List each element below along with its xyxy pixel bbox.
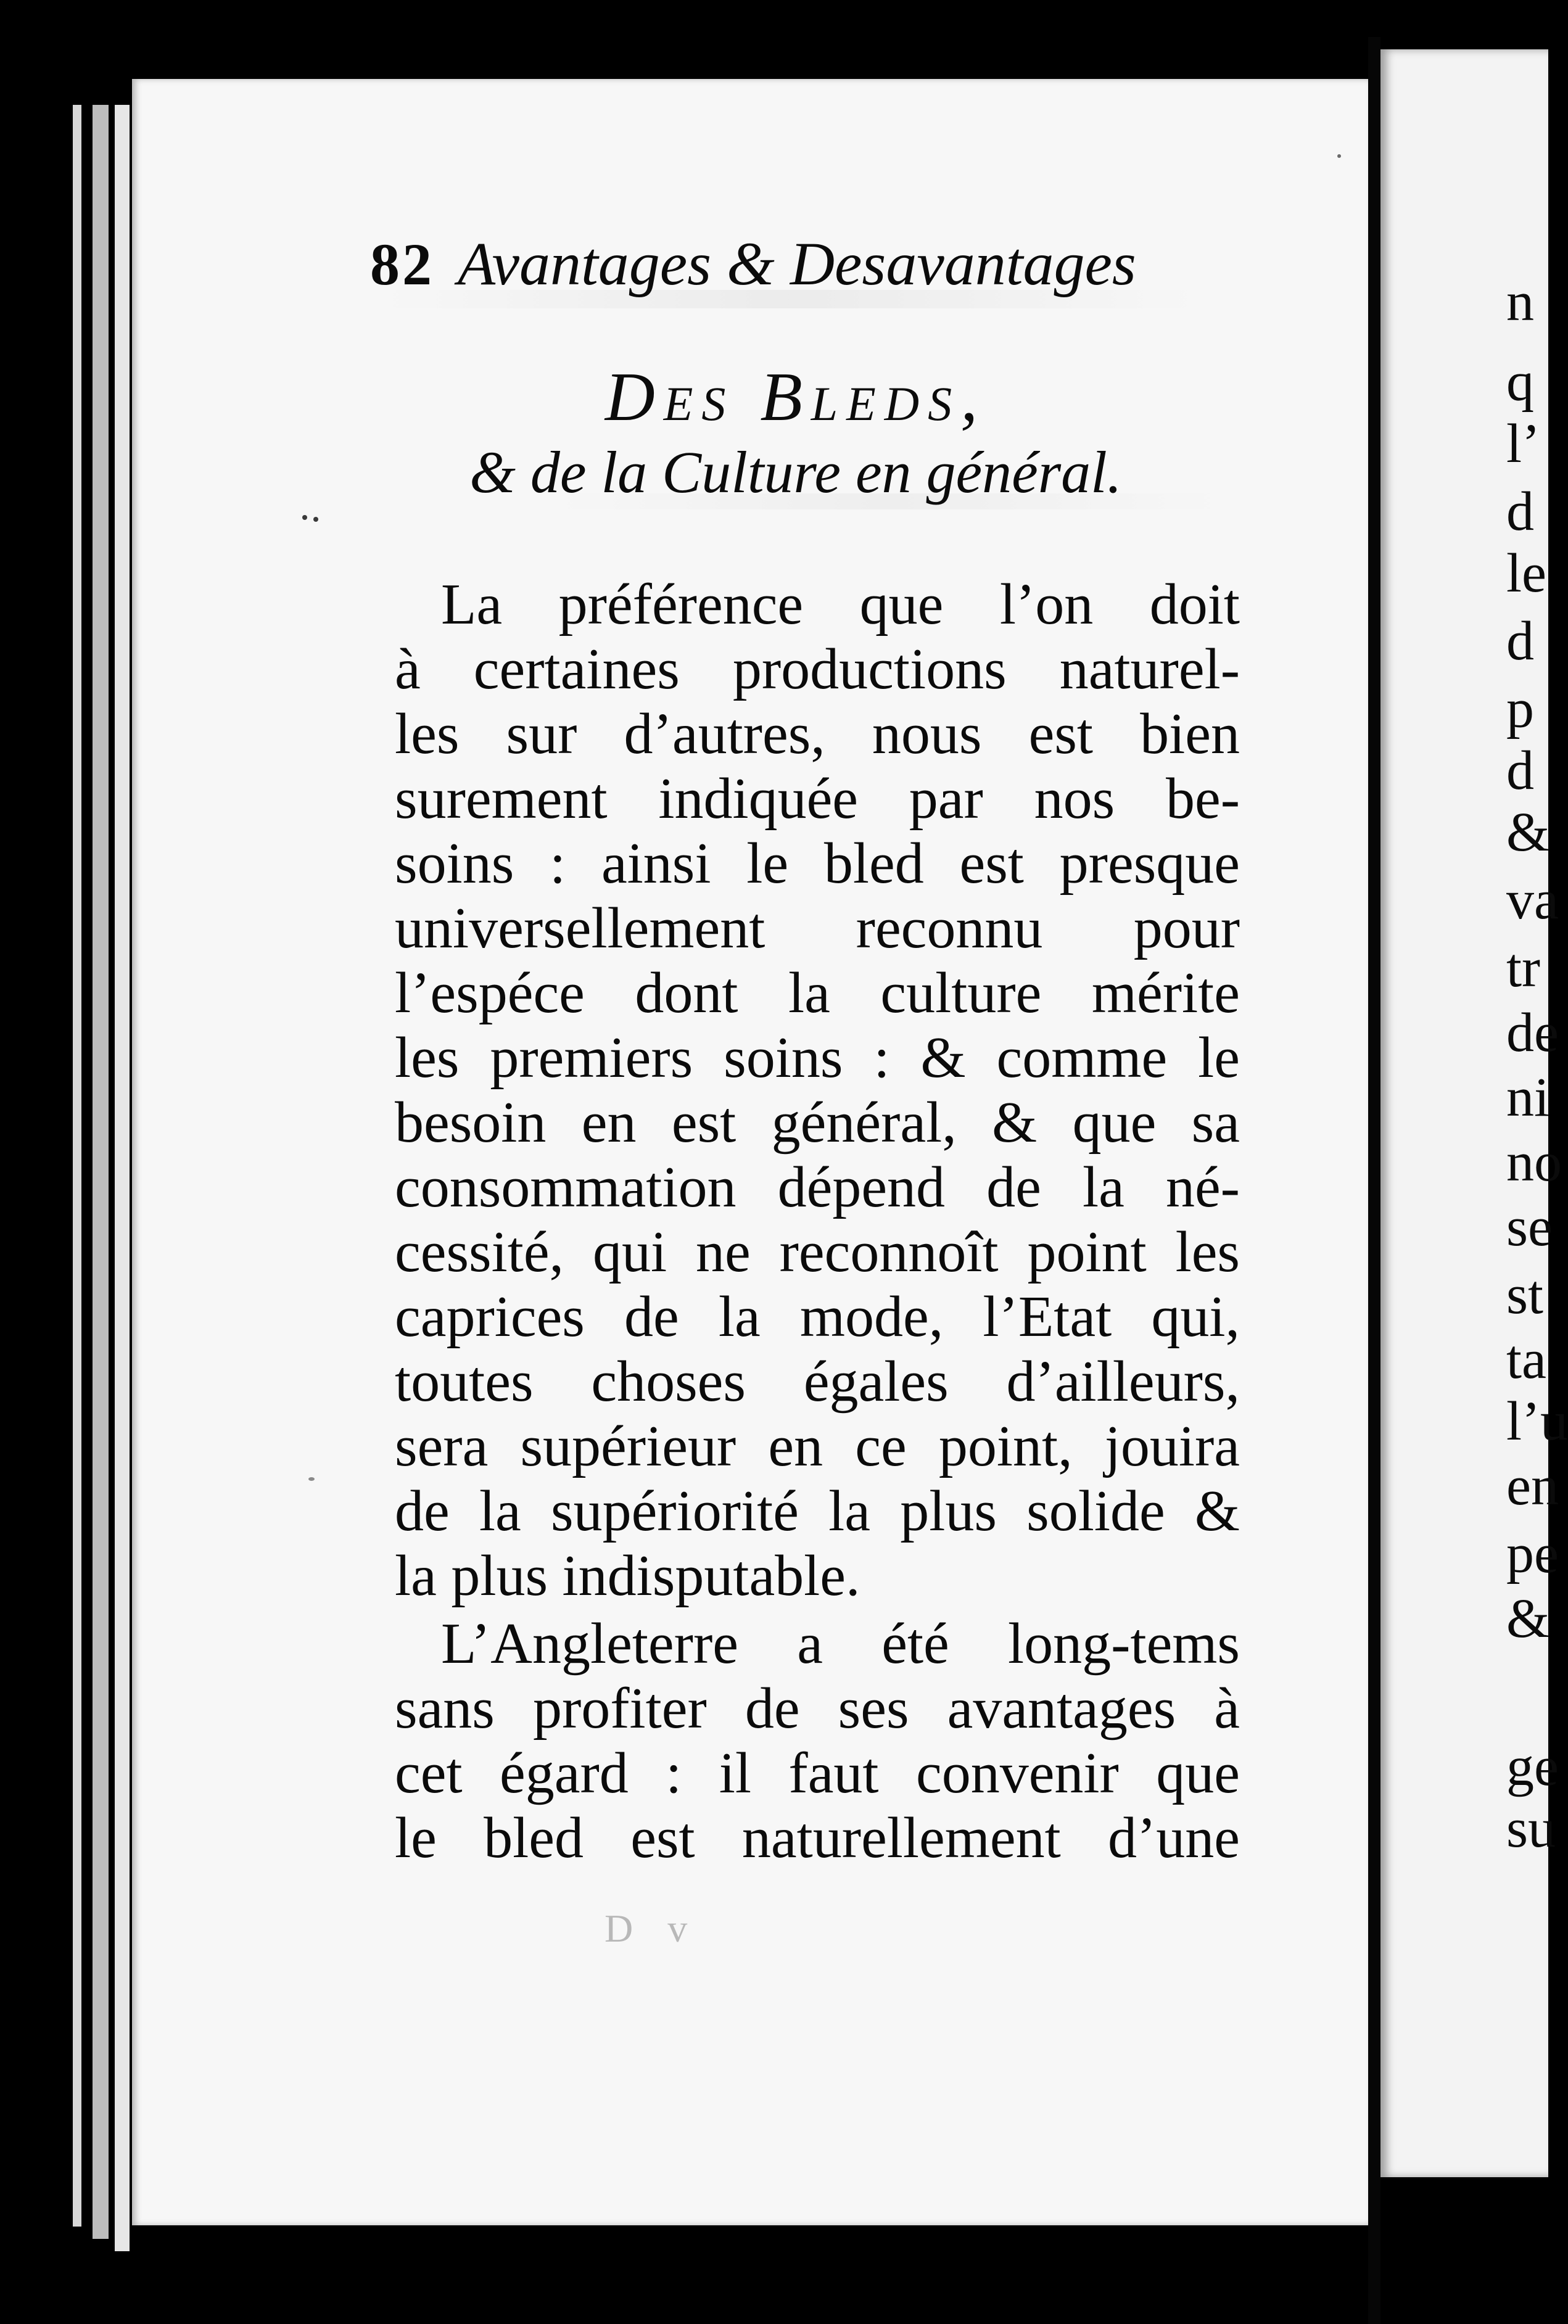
ink-speck [313,517,318,522]
right-page-fragment: pe [1506,1523,1559,1584]
right-page-fragment: se [1506,1197,1553,1258]
signature-mark: D v [605,1906,700,1950]
body-line: sans profiter de ses avantages à [395,1676,1240,1741]
body-line: consommation dépend de la né- [395,1155,1240,1219]
page-number: 82 [370,231,434,297]
right-page-fragment: ta [1506,1329,1546,1390]
body-line: besoin en est général, & que sa [395,1090,1240,1155]
right-page-fragment: tr [1506,937,1540,999]
page-gutter [1368,37,1380,2324]
right-page-fragment: l’ [1506,413,1540,474]
right-page-fragment: no [1506,1132,1562,1193]
right-page-fragment: ge [1506,1736,1559,1797]
right-page-fragment: l’u [1506,1391,1568,1452]
body-line: soins : ainsi le bled est presque [395,831,1240,896]
body-line: universellement reconnu pour [395,896,1240,960]
body-line: les sur d’autres, nous est bien [395,702,1240,766]
book-edge [93,105,109,2239]
right-page-fragment: de [1506,1002,1559,1063]
section-title: Des Bleds, [605,359,987,435]
book-edge [115,105,130,2251]
right-page-fragment: & [1506,1588,1550,1649]
ink-speck [1337,154,1341,158]
right-page-fragment: va [1506,870,1559,931]
body-line: la plus indisputable. [395,1544,860,1608]
section-subtitle: & de la Culture en général. [469,439,1122,505]
body-line: de la supériorité la plus solide & [395,1479,1240,1543]
right-page-fragment: n [1506,271,1534,332]
right-page-fragment: le [1506,543,1546,604]
body-line: surement indiquée par nos be- [395,767,1240,831]
body-line: toutes choses égales d’ailleurs, [395,1349,1240,1414]
body-line: l’espéce dont la culture mérite [395,961,1240,1025]
right-page-fragment: st [1506,1264,1544,1325]
body-line: L’Angleterre a été long-tems [441,1612,1240,1676]
book-edge [73,105,81,2227]
right-page-fragment: su [1506,1798,1556,1859]
right-page-fragment: p [1506,678,1534,740]
ink-speck [308,1477,315,1481]
right-page-fragment: q [1506,352,1534,413]
body-line: La préférence que l’on doit [441,572,1240,637]
right-page-fragment: ni [1506,1067,1550,1128]
body-line: à certaines productions naturel- [395,637,1240,701]
body-line: le bled est naturellement d’une [395,1806,1240,1870]
body-line: cet égard : il faut convenir que [395,1741,1240,1805]
body-line: cessité, qui ne reconnoît point les [395,1220,1240,1284]
right-page-fragment: d [1506,611,1534,672]
right-page-fragment: d [1506,481,1534,542]
body-line: sera supérieur en ce point, jouira [395,1414,1240,1478]
running-head [370,228,1234,299]
body-line: les premiers soins : & comme le [395,1026,1240,1090]
right-page-fragment: d [1506,740,1534,801]
running-head-title: Avantages & Desavantages [458,229,1136,298]
right-page-fragment: en [1506,1456,1559,1517]
body-line: caprices de la mode, l’Etat qui, [395,1285,1240,1349]
right-page-fragment: & [1506,802,1550,863]
ink-speck [302,515,307,520]
